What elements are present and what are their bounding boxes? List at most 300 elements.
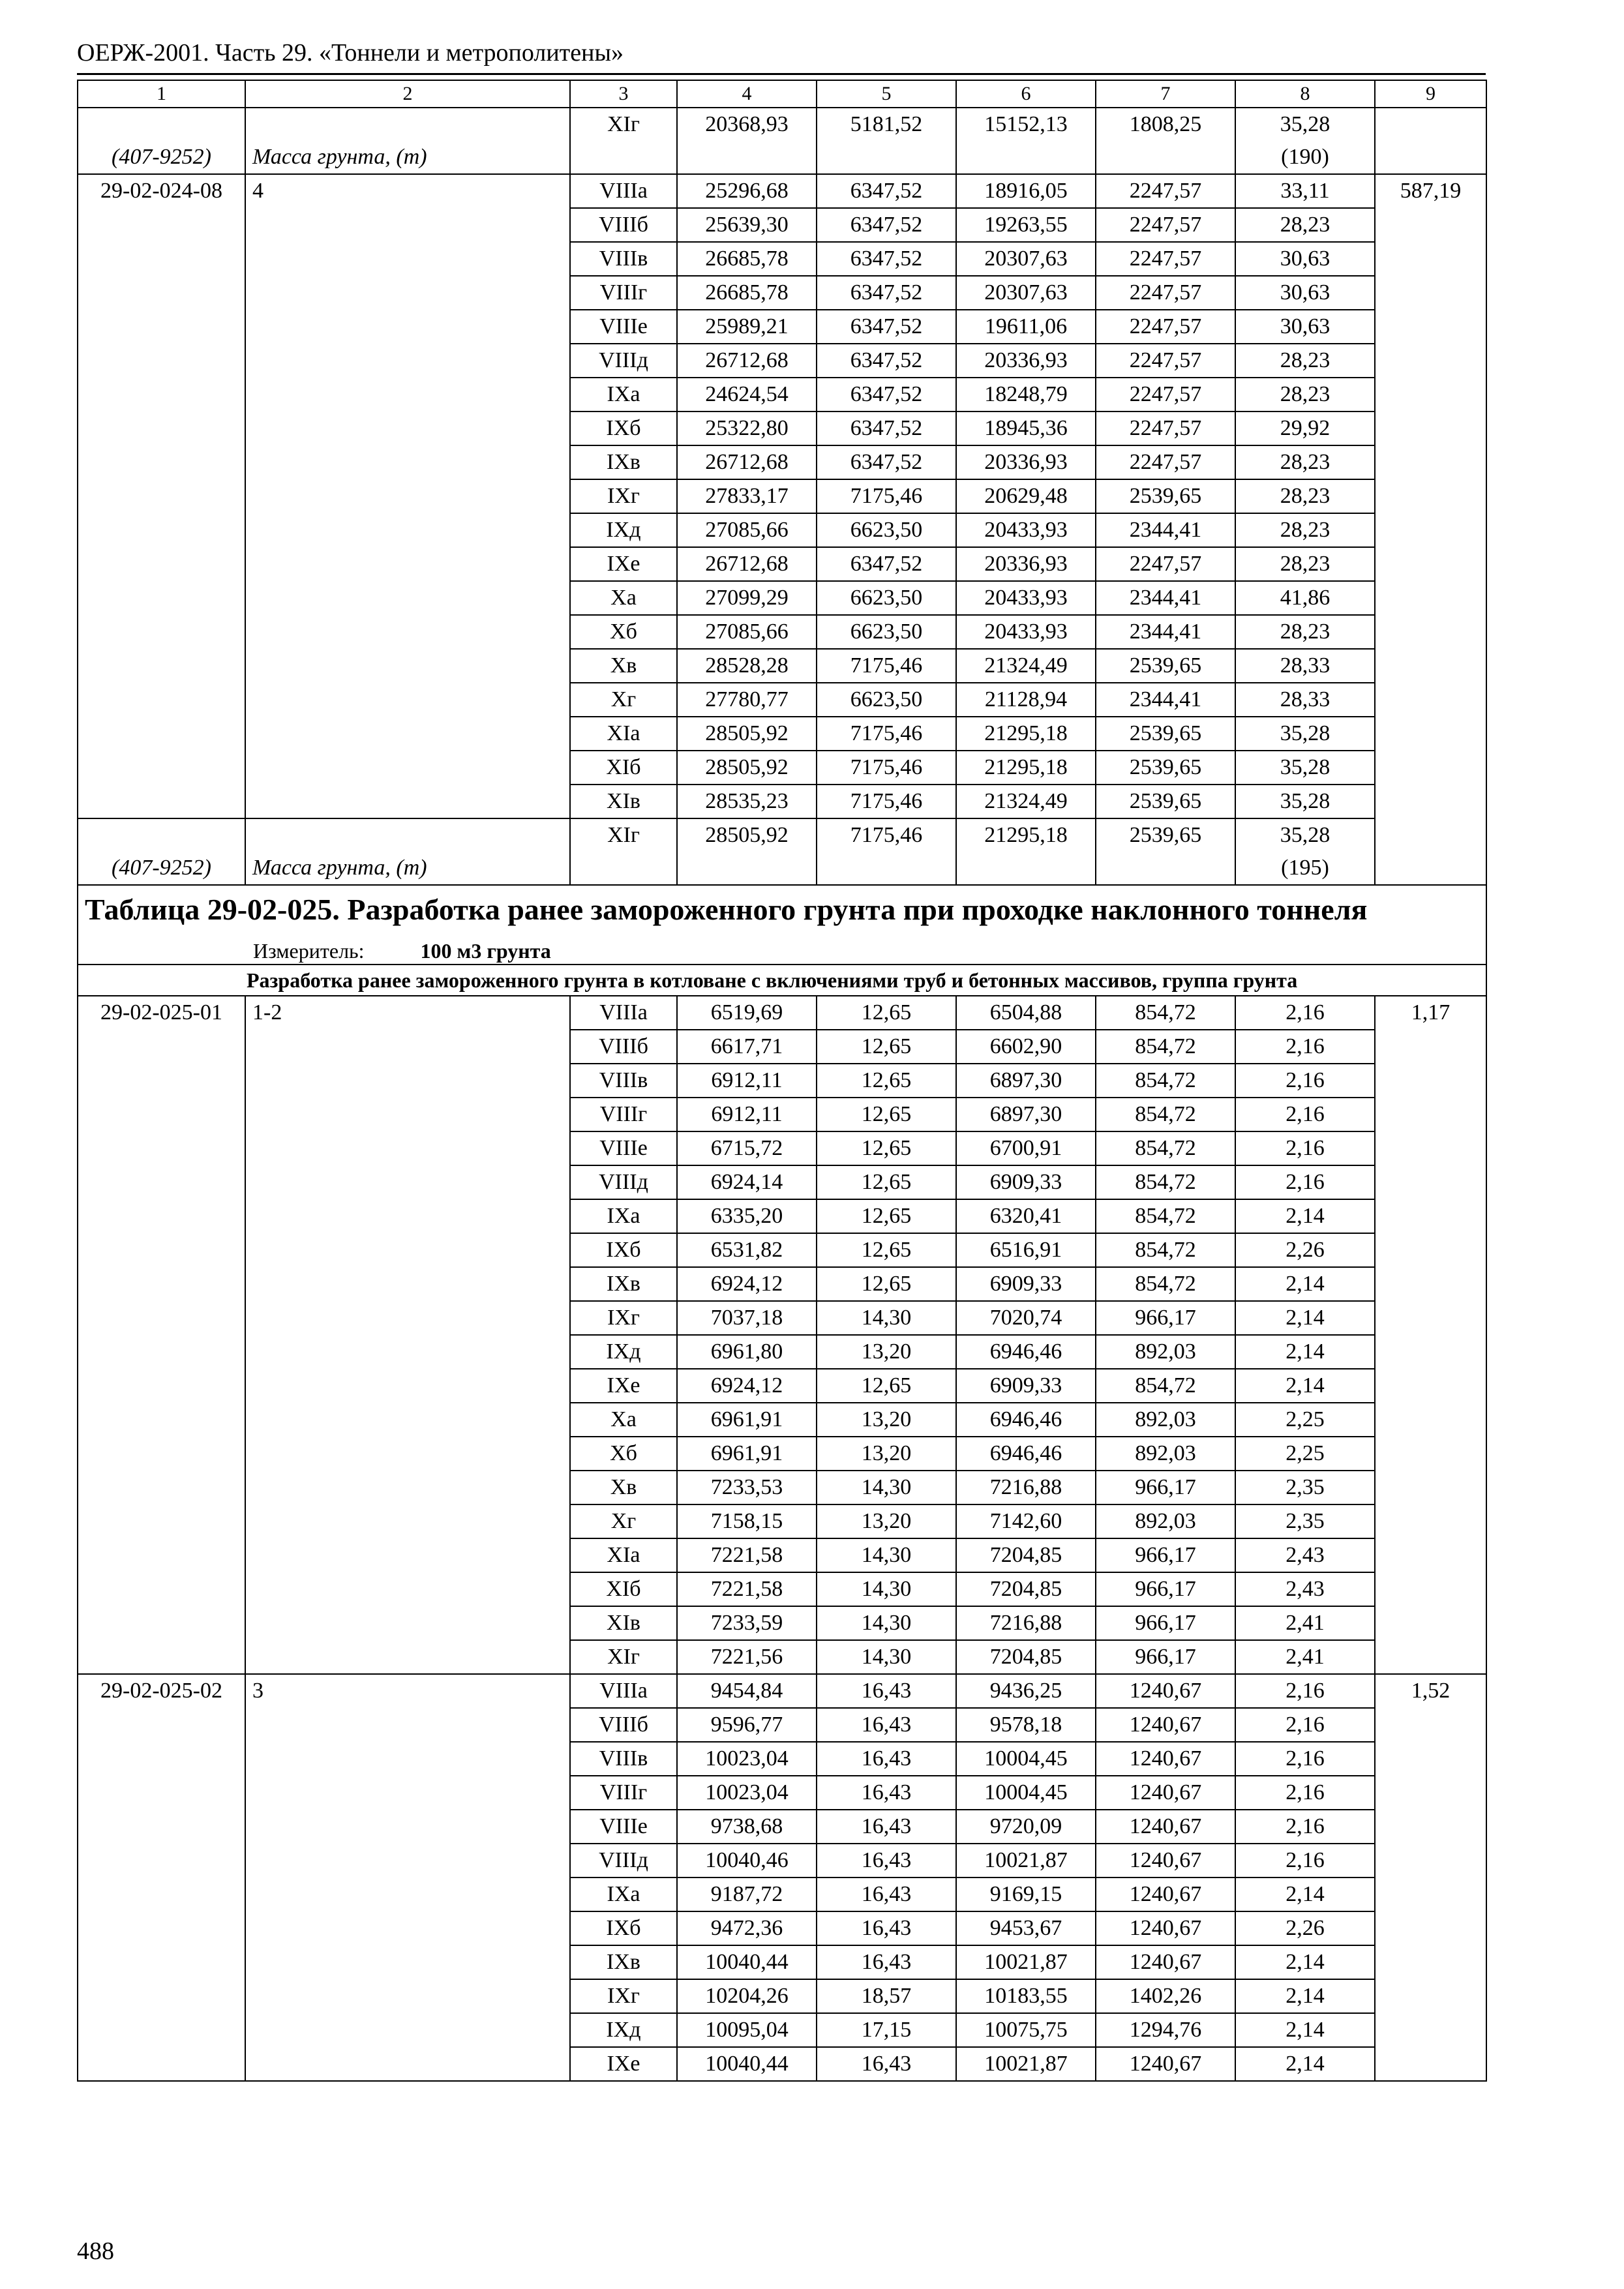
cell-col6: 9436,25 — [956, 1674, 1096, 1708]
cell-col6: 10183,55 — [956, 1979, 1096, 2013]
column-number: 8 — [1235, 80, 1375, 108]
cell-col5: 6347,52 — [817, 547, 956, 581]
rate-code-cell: 29-02-024-08 — [78, 174, 245, 818]
cell-col4: 27085,66 — [677, 513, 817, 547]
cell-col8: 2,16 — [1235, 1165, 1375, 1199]
cell-col5: 16,43 — [817, 1708, 956, 1742]
cell-col6: 7204,85 — [956, 1572, 1096, 1606]
cell-col8: 28,33 — [1235, 683, 1375, 717]
cell-col4: 25322,80 — [677, 411, 817, 445]
column-number: 4 — [677, 80, 817, 108]
cell-col6: 6946,46 — [956, 1437, 1096, 1471]
mass-value: (195) — [1281, 856, 1329, 880]
cell-col7: 854,72 — [1096, 996, 1235, 1030]
cell-col5: 14,30 — [817, 1572, 956, 1606]
cell-col7: 966,17 — [1096, 1640, 1235, 1674]
cell-col4: 10040,44 — [677, 1945, 817, 1979]
cell-col8: 35,28 — [1235, 785, 1375, 818]
cell-col7: 1240,67 — [1096, 1742, 1235, 1776]
cell-col6: 21295,18 — [956, 751, 1096, 785]
rock-group-cell: IXг — [570, 1979, 677, 2013]
cell-col4: 7221,58 — [677, 1572, 817, 1606]
cell-col5: 12,65 — [817, 1030, 956, 1064]
cell-col7: 2344,41 — [1096, 683, 1235, 717]
cell-col5: 12,65 — [817, 1267, 956, 1301]
cell-col8: 2,16 — [1235, 1708, 1375, 1742]
cell-col4: 10095,04 — [677, 2013, 817, 2047]
mass-value: (190) — [1281, 145, 1329, 169]
cell-col5: 6623,50 — [817, 581, 956, 615]
rock-group-cell: XIб — [570, 1572, 677, 1606]
cell-col5: 12,65 — [817, 1098, 956, 1131]
rate-row — [78, 996, 1486, 1030]
mass-label: Масса грунта, (т) — [252, 856, 427, 880]
cell-col6: 20336,93 — [956, 344, 1096, 378]
cell-col8: 28,23 — [1235, 344, 1375, 378]
rock-group-cell: XIа — [570, 717, 677, 751]
cell-col6: 9169,15 — [956, 1878, 1096, 1911]
cell-col5: 12,65 — [817, 1165, 956, 1199]
cell-col7: 854,72 — [1096, 1131, 1235, 1165]
cell-col5: 12,65 — [817, 1369, 956, 1403]
cell-col5: 16,43 — [817, 1878, 956, 1911]
rock-group-cell: VIIIв — [570, 1742, 677, 1776]
rate-row — [78, 108, 1486, 174]
cell-col8: 2,41 — [1235, 1606, 1375, 1640]
cell-col7: 1240,67 — [1096, 1810, 1235, 1844]
cell-col8: 2,14 — [1235, 2047, 1375, 2081]
rock-group-cell: Xб — [570, 1437, 677, 1471]
cell-col7: 1240,67 — [1096, 1708, 1235, 1742]
rate-row — [78, 818, 1486, 885]
cell-col4: 28505,92 — [677, 818, 817, 885]
mass-code: (407-9252) — [112, 145, 211, 169]
cell-col6: 20433,93 — [956, 581, 1096, 615]
cell-col7: 2344,41 — [1096, 513, 1235, 547]
cell-col7: 1240,67 — [1096, 1674, 1235, 1708]
cell-col7: 2539,65 — [1096, 649, 1235, 683]
cell-col7: 1240,67 — [1096, 1776, 1235, 1810]
cell-col5: 14,30 — [817, 1640, 956, 1674]
rock-group-cell: XIб — [570, 751, 677, 785]
cell-col7: 854,72 — [1096, 1165, 1235, 1199]
cell-col7: 966,17 — [1096, 1572, 1235, 1606]
rock-group-cell: VIIIг — [570, 1776, 677, 1810]
cell-col5: 7175,46 — [817, 785, 956, 818]
cell-col5: 7175,46 — [817, 479, 956, 513]
cell-col4: 6961,80 — [677, 1335, 817, 1369]
rates-table-body — [78, 80, 1486, 2081]
cell-col7: 2539,65 — [1096, 785, 1235, 818]
mass-code-cell — [78, 108, 245, 174]
cell-col4: 7221,58 — [677, 1538, 817, 1572]
cell-col5: 6347,52 — [817, 276, 956, 310]
cell-col7: 2539,65 — [1096, 751, 1235, 785]
cell-col6: 7204,85 — [956, 1538, 1096, 1572]
cell-col6: 7204,85 — [956, 1640, 1096, 1674]
cell-col7: 854,72 — [1096, 1267, 1235, 1301]
cell-col7: 966,17 — [1096, 1471, 1235, 1504]
column-number: 6 — [956, 80, 1096, 108]
cell-col5: 6623,50 — [817, 683, 956, 717]
cell-col7: 854,72 — [1096, 1098, 1235, 1131]
measure-line — [253, 938, 1479, 964]
cell-col5: 6347,52 — [817, 310, 956, 344]
cell-col4: 28505,92 — [677, 717, 817, 751]
rock-group-cell: XIг — [570, 1640, 677, 1674]
cell-col7: 2247,57 — [1096, 411, 1235, 445]
rock-group-cell: Xб — [570, 615, 677, 649]
cell-col5: 18,57 — [817, 1979, 956, 2013]
cell-col8: 30,63 — [1235, 276, 1375, 310]
rock-group-cell: Xв — [570, 1471, 677, 1504]
cell-col4: 9187,72 — [677, 1878, 817, 1911]
cell-col7: 2247,57 — [1096, 378, 1235, 411]
cell-col6: 6909,33 — [956, 1369, 1096, 1403]
cell-col8: 2,16 — [1235, 1030, 1375, 1064]
cell-col8: 2,35 — [1235, 1471, 1375, 1504]
page-header: ОЕРЖ-2001. Часть 29. «Тоннели и метрополитены» — [77, 39, 624, 67]
cell-col5: 16,43 — [817, 2047, 956, 2081]
cell-col4: 6335,20 — [677, 1199, 817, 1233]
cell-col6: 20629,48 — [956, 479, 1096, 513]
cell-col5: 12,65 — [817, 1064, 956, 1098]
cell-col6: 10021,87 — [956, 1844, 1096, 1878]
column-number: 5 — [817, 80, 956, 108]
cell-col6: 9720,09 — [956, 1810, 1096, 1844]
rock-group-cell: IXд — [570, 2013, 677, 2047]
cell-col4: 6924,12 — [677, 1267, 817, 1301]
cell-col4: 27833,17 — [677, 479, 817, 513]
cell-col5: 6347,52 — [817, 344, 956, 378]
rock-group-cell: IXа — [570, 378, 677, 411]
cell-col7: 966,17 — [1096, 1301, 1235, 1335]
rock-group-cell: VIIIб — [570, 1030, 677, 1064]
cell-col5: 6623,50 — [817, 615, 956, 649]
cell-col6: 20336,93 — [956, 445, 1096, 479]
cell-value: 35,28 — [1280, 823, 1331, 847]
rate-param-cell: 3 — [245, 1674, 570, 2081]
cell-col6: 6700,91 — [956, 1131, 1096, 1165]
cell-col8: 2,16 — [1235, 1064, 1375, 1098]
cell-col6: 19611,06 — [956, 310, 1096, 344]
cell-col4: 7233,59 — [677, 1606, 817, 1640]
cell-col4: 6519,69 — [677, 996, 817, 1030]
cell-col8: 28,23 — [1235, 208, 1375, 242]
cell-col9: 587,19 — [1375, 174, 1486, 885]
cell-col5: 6347,52 — [817, 445, 956, 479]
cell-col5: 7175,46 — [817, 818, 956, 885]
cell-col4: 27099,29 — [677, 581, 817, 615]
cell-col5: 13,20 — [817, 1403, 956, 1437]
cell-col6: 6946,46 — [956, 1403, 1096, 1437]
cell-col5: 16,43 — [817, 1911, 956, 1945]
rock-group-cell: IXе — [570, 1369, 677, 1403]
cell-col8: 28,23 — [1235, 445, 1375, 479]
cell-col6: 9453,67 — [956, 1911, 1096, 1945]
rock-group-cell: XIг — [570, 818, 677, 885]
rock-group-cell: VIIIе — [570, 1810, 677, 1844]
rate-param-cell: 4 — [245, 174, 570, 818]
cell-col5: 5181,52 — [817, 108, 956, 174]
cell-col8: 28,23 — [1235, 513, 1375, 547]
rock-group-cell: IXб — [570, 411, 677, 445]
cell-col7: 892,03 — [1096, 1335, 1235, 1369]
cell-col5: 12,65 — [817, 1233, 956, 1267]
cell-col4: 6961,91 — [677, 1403, 817, 1437]
cell-col6: 9578,18 — [956, 1708, 1096, 1742]
rock-group-cell: VIIIа — [570, 996, 677, 1030]
cell-col4: 27780,77 — [677, 683, 817, 717]
spacer — [252, 819, 563, 852]
cell-col7: 1808,25 — [1096, 108, 1235, 174]
cell-col8: 2,43 — [1235, 1538, 1375, 1572]
cell-col6: 21128,94 — [956, 683, 1096, 717]
cell-col5: 14,30 — [817, 1471, 956, 1504]
cell-col5: 12,65 — [817, 996, 956, 1030]
cell-col8: 2,41 — [1235, 1640, 1375, 1674]
cell-col6: 6909,33 — [956, 1165, 1096, 1199]
cell-col8: 35,28 — [1235, 717, 1375, 751]
column-number-row — [78, 80, 1486, 108]
cell-col5: 7175,46 — [817, 717, 956, 751]
rock-group-cell: XIг — [570, 108, 677, 174]
cell-col5: 16,43 — [817, 1674, 956, 1708]
mass-label-cell — [245, 818, 570, 885]
cell-col8: 2,25 — [1235, 1437, 1375, 1471]
cell-col7: 854,72 — [1096, 1064, 1235, 1098]
column-number: 7 — [1096, 80, 1235, 108]
cell-col5: 12,65 — [817, 1199, 956, 1233]
cell-col7: 2247,57 — [1096, 174, 1235, 208]
rate-code-cell: 29-02-025-02 — [78, 1674, 245, 2081]
cell-col7: 2344,41 — [1096, 581, 1235, 615]
cell-col8: 33,11 — [1235, 174, 1375, 208]
cell-col5: 16,43 — [817, 1776, 956, 1810]
cell-col4: 7221,56 — [677, 1640, 817, 1674]
cell-col7: 966,17 — [1096, 1538, 1235, 1572]
cell-col6: 7216,88 — [956, 1606, 1096, 1640]
cell-col5: 16,43 — [817, 1810, 956, 1844]
cell-col8: 2,16 — [1235, 1098, 1375, 1131]
cell-col6: 7216,88 — [956, 1471, 1096, 1504]
cell-col8: 30,63 — [1235, 242, 1375, 276]
cell-col5: 6347,52 — [817, 174, 956, 208]
cell-col4: 25296,68 — [677, 174, 817, 208]
spacer — [85, 819, 238, 852]
rate-param-cell: 1-2 — [245, 996, 570, 1674]
cell-col5: 14,30 — [817, 1538, 956, 1572]
cell-col8: 28,33 — [1235, 649, 1375, 683]
cell-col4: 10040,46 — [677, 1844, 817, 1878]
table-title: Таблица 29-02-025. Разработка ранее замороженного грунта при проходке наклонного тоннеля — [85, 893, 1368, 926]
cell-col4: 7233,53 — [677, 1471, 817, 1504]
rock-group-cell: IXд — [570, 1335, 677, 1369]
cell-col7: 2247,57 — [1096, 276, 1235, 310]
rock-group-cell: IXб — [570, 1233, 677, 1267]
cell-col4: 6715,72 — [677, 1131, 817, 1165]
cell-col4: 26712,68 — [677, 445, 817, 479]
rate-row — [78, 174, 1486, 208]
cell-col4: 25989,21 — [677, 310, 817, 344]
cell-col7: 966,17 — [1096, 1606, 1235, 1640]
cell-col4: 9472,36 — [677, 1911, 817, 1945]
cell-col4: 26712,68 — [677, 547, 817, 581]
cell-col6: 7020,74 — [956, 1301, 1096, 1335]
rock-group-cell: IXв — [570, 445, 677, 479]
rock-group-cell: VIIIд — [570, 344, 677, 378]
rock-group-cell: IXе — [570, 547, 677, 581]
cell-col7: 1240,67 — [1096, 2047, 1235, 2081]
cell-col5: 7175,46 — [817, 751, 956, 785]
rock-group-cell: XIв — [570, 1606, 677, 1640]
cell-col7: 854,72 — [1096, 1369, 1235, 1403]
cell-col6: 18248,79 — [956, 378, 1096, 411]
cell-col7: 1240,67 — [1096, 1878, 1235, 1911]
cell-col7: 854,72 — [1096, 1199, 1235, 1233]
cell-col8: 28,23 — [1235, 615, 1375, 649]
cell-col8: 41,86 — [1235, 581, 1375, 615]
column-number: 3 — [570, 80, 677, 108]
cell-col6: 18945,36 — [956, 411, 1096, 445]
column-number: 9 — [1375, 80, 1486, 108]
cell-col5: 13,20 — [817, 1335, 956, 1369]
cell-col6: 6504,88 — [956, 996, 1096, 1030]
rock-group-cell: VIIIд — [570, 1844, 677, 1878]
rock-group-cell: Xа — [570, 1403, 677, 1437]
cell-col5: 16,43 — [817, 1742, 956, 1776]
rock-group-cell: XIв — [570, 785, 677, 818]
cell-col8: 2,14 — [1235, 1979, 1375, 2013]
cell-col8: 35,28 — [1235, 751, 1375, 785]
rock-group-cell: VIIIг — [570, 1098, 677, 1131]
cell-col8: 28,23 — [1235, 378, 1375, 411]
cell-col6: 19263,55 — [956, 208, 1096, 242]
cell-col4: 6531,82 — [677, 1233, 817, 1267]
cell-col8: 2,16 — [1235, 1674, 1375, 1708]
rock-group-cell: IXб — [570, 1911, 677, 1945]
cell-col4: 20368,93 — [677, 108, 817, 174]
cell-col8: 2,16 — [1235, 996, 1375, 1030]
cell-col6: 6909,33 — [956, 1267, 1096, 1301]
rock-group-cell: VIIIе — [570, 310, 677, 344]
spacer — [85, 108, 238, 141]
rock-group-cell: IXг — [570, 479, 677, 513]
spacer — [252, 108, 563, 141]
rock-group-cell: VIIIв — [570, 1064, 677, 1098]
cell-col7: 2247,57 — [1096, 445, 1235, 479]
measure-label: Измеритель: — [253, 939, 365, 963]
rock-group-cell: VIIIа — [570, 1674, 677, 1708]
rock-group-cell: VIIIд — [570, 1165, 677, 1199]
cell-col7: 854,72 — [1096, 1030, 1235, 1064]
cell-col8: 2,14 — [1235, 1878, 1375, 1911]
cell-col5: 6347,52 — [817, 208, 956, 242]
cell-col6: 10021,87 — [956, 1945, 1096, 1979]
cell-col5: 7175,46 — [817, 649, 956, 683]
cell-col9: 1,17 — [1375, 996, 1486, 1674]
cell-col6: 6320,41 — [956, 1199, 1096, 1233]
page-number: 488 — [77, 2237, 114, 2265]
cell-col4: 9596,77 — [677, 1708, 817, 1742]
cell-col6: 7142,60 — [956, 1504, 1096, 1538]
rock-group-cell: VIIIб — [570, 1708, 677, 1742]
cell-col4: 10023,04 — [677, 1742, 817, 1776]
cell-col4: 6617,71 — [677, 1030, 817, 1064]
cell-col4: 6912,11 — [677, 1064, 817, 1098]
cell-col8: 2,26 — [1235, 1233, 1375, 1267]
cell-col7: 892,03 — [1096, 1504, 1235, 1538]
cell-col7: 1240,67 — [1096, 1844, 1235, 1878]
cell-col6: 20307,63 — [956, 276, 1096, 310]
cell-col4: 6924,14 — [677, 1165, 817, 1199]
cell-value: 35,28 — [1280, 112, 1331, 136]
rock-group-cell: IXа — [570, 1878, 677, 1911]
cell-col4: 6912,11 — [677, 1098, 817, 1131]
cell-col4: 6924,12 — [677, 1369, 817, 1403]
cell-col6: 15152,13 — [956, 108, 1096, 174]
rate-row — [78, 1674, 1486, 1708]
column-number: 1 — [78, 80, 245, 108]
rock-group-cell: IXв — [570, 1945, 677, 1979]
cell-col7: 2539,65 — [1096, 717, 1235, 751]
cell-col8: 2,43 — [1235, 1572, 1375, 1606]
cell-col8: 2,16 — [1235, 1776, 1375, 1810]
cell-col4: 26685,78 — [677, 242, 817, 276]
rock-group-cell: Xв — [570, 649, 677, 683]
cell-col7: 892,03 — [1096, 1437, 1235, 1471]
cell-col8: 2,16 — [1235, 1742, 1375, 1776]
cell-col8: 29,92 — [1235, 411, 1375, 445]
cell-col8: 30,63 — [1235, 310, 1375, 344]
cell-col8 — [1235, 818, 1375, 885]
rock-group-cell: IXв — [570, 1267, 677, 1301]
rock-group-cell: VIIIв — [570, 242, 677, 276]
cell-col6: 21324,49 — [956, 649, 1096, 683]
cell-col7: 854,72 — [1096, 1233, 1235, 1267]
cell-col7: 2247,57 — [1096, 208, 1235, 242]
cell-col8: 2,16 — [1235, 1810, 1375, 1844]
rock-group-cell: IXе — [570, 2047, 677, 2081]
rock-group-cell: VIIIе — [570, 1131, 677, 1165]
rock-group-cell: IXа — [570, 1199, 677, 1233]
cell-col6: 20433,93 — [956, 513, 1096, 547]
cell-col5: 6623,50 — [817, 513, 956, 547]
rock-group-cell: Xг — [570, 1504, 677, 1538]
cell-col5: 6347,52 — [817, 411, 956, 445]
cell-col7: 2247,57 — [1096, 242, 1235, 276]
cell-col7: 1402,26 — [1096, 1979, 1235, 2013]
cell-col6: 21324,49 — [956, 785, 1096, 818]
rates-table — [77, 80, 1487, 2082]
cell-col7: 2539,65 — [1096, 818, 1235, 885]
cell-col6: 10021,87 — [956, 2047, 1096, 2081]
cell-col6: 10004,45 — [956, 1776, 1096, 1810]
cell-col6: 6897,30 — [956, 1064, 1096, 1098]
cell-col7: 1240,67 — [1096, 1911, 1235, 1945]
rock-group-cell: IXд — [570, 513, 677, 547]
cell-col7: 2247,57 — [1096, 310, 1235, 344]
cell-col8 — [1235, 108, 1375, 174]
cell-col7: 2539,65 — [1096, 479, 1235, 513]
cell-col8: 2,16 — [1235, 1131, 1375, 1165]
cell-col4: 25639,30 — [677, 208, 817, 242]
cell-col6: 6516,91 — [956, 1233, 1096, 1267]
cell-col9 — [1375, 108, 1486, 174]
cell-col8: 2,16 — [1235, 1844, 1375, 1878]
cell-col6: 10004,45 — [956, 1742, 1096, 1776]
rock-group-cell: VIIIа — [570, 174, 677, 208]
